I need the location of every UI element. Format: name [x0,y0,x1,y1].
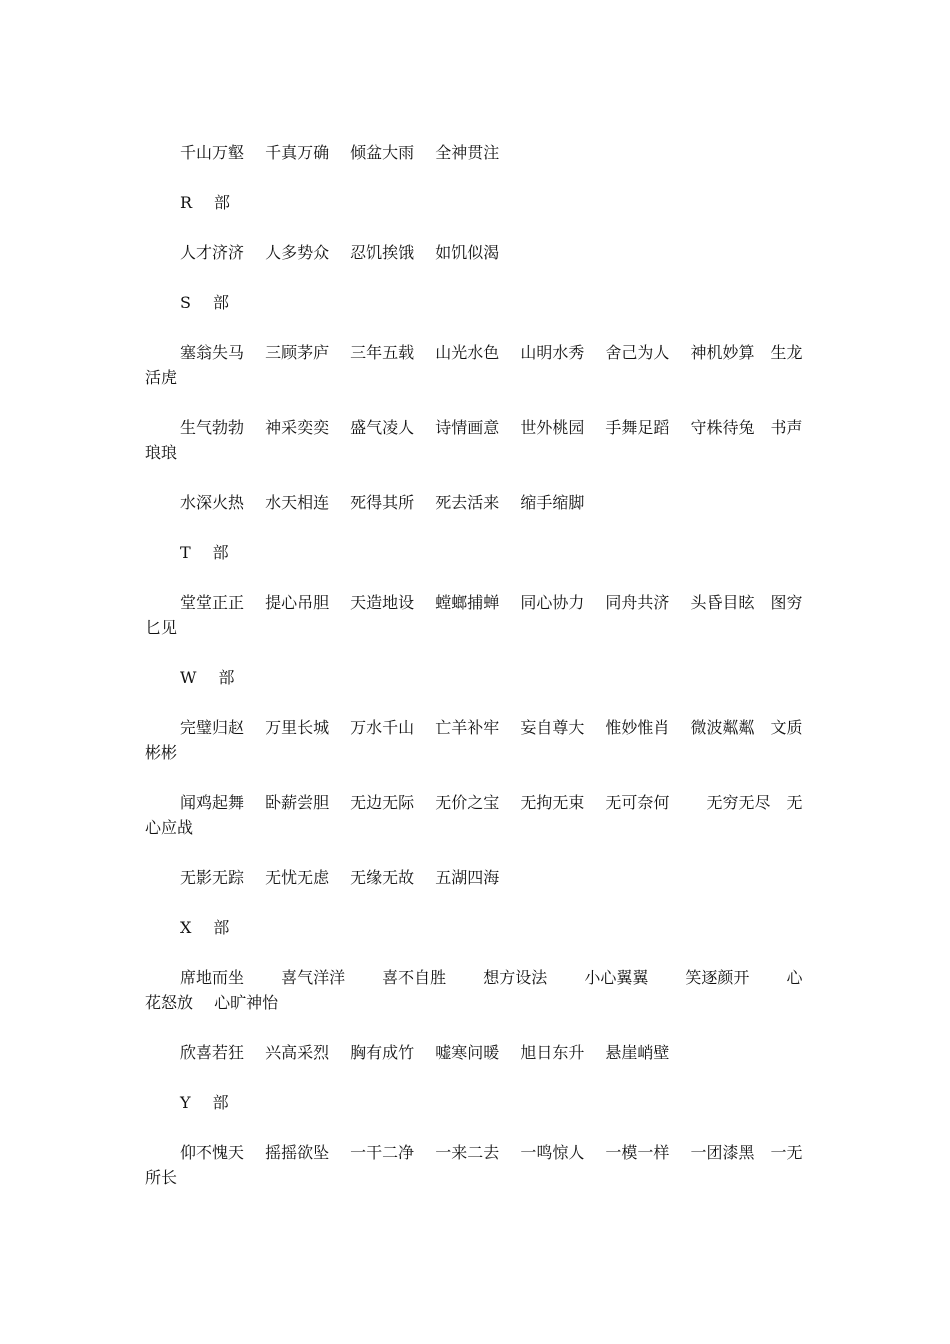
section-heading-y [145,1090,810,1115]
section-suffix: 部 [213,918,230,937]
idiom-line: 塞翁失马 三顾茅庐 三年五载 山光水色 山明水秀 舍己为人 神机妙算 生龙活虎 [145,343,803,387]
section-suffix: 部 [214,193,231,212]
section-letter: R [180,193,193,212]
section-letter: T [180,543,191,562]
idiom-line: 完璧归赵 万里长城 万水千山 亡羊补牢 妄自尊大 惟妙惟肖 微波粼粼 文质彬彬 [145,718,803,762]
section-letter: S [180,293,191,312]
document-body [145,140,810,1190]
idiom-line: 欣喜若狂 兴高采烈 胸有成竹 嘘寒问暖 旭日东升 悬崖峭壁 [180,1043,670,1062]
section-heading-t [145,540,810,565]
idiom-line: 席地而坐 喜气洋洋 喜不自胜 想方设法 小心翼翼 笑逐颜开 心花怒放 心旷神怡 [145,968,803,1012]
idiom-line: 人才济济 人多势众 忍饥挨饿 如饥似渴 [180,243,500,262]
section-letter: X [180,918,192,937]
section-heading-w [145,665,810,690]
idiom-line: 堂堂正正 提心吊胆 天造地设 螳螂捕蝉 同心协力 同舟共济 头昏目眩 图穷匕见 [145,593,803,637]
section-letter: Y [180,1093,191,1112]
section-letter: W [180,668,197,687]
idiom-line: 闻鸡起舞 卧薪尝胆 无边无际 无价之宝 无拘无束 无可奈何 无穷无尽 无心应战 [145,793,803,837]
section-heading-s [145,290,810,315]
section-heading-x [145,915,810,940]
idiom-line: 生气勃勃 神采奕奕 盛气凌人 诗情画意 世外桃园 手舞足蹈 守株待兔 书声琅琅 [145,418,803,462]
section-suffix: 部 [212,543,229,562]
idiom-line: 水深火热 水天相连 死得其所 死去活来 缩手缩脚 [180,493,585,512]
section-suffix: 部 [212,1093,229,1112]
idiom-line: 千山万壑 千真万确 倾盆大雨 全神贯注 [180,143,500,162]
section-suffix: 部 [218,668,235,687]
section-suffix: 部 [212,293,229,312]
idiom-line: 无影无踪 无忧无虑 无缘无故 五湖四海 [180,868,500,887]
idiom-line: 仰不愧天 摇摇欲坠 一干二净 一来二去 一鸣惊人 一模一样 一团漆黑 一无所长 [145,1143,803,1187]
section-heading-r [145,190,810,215]
